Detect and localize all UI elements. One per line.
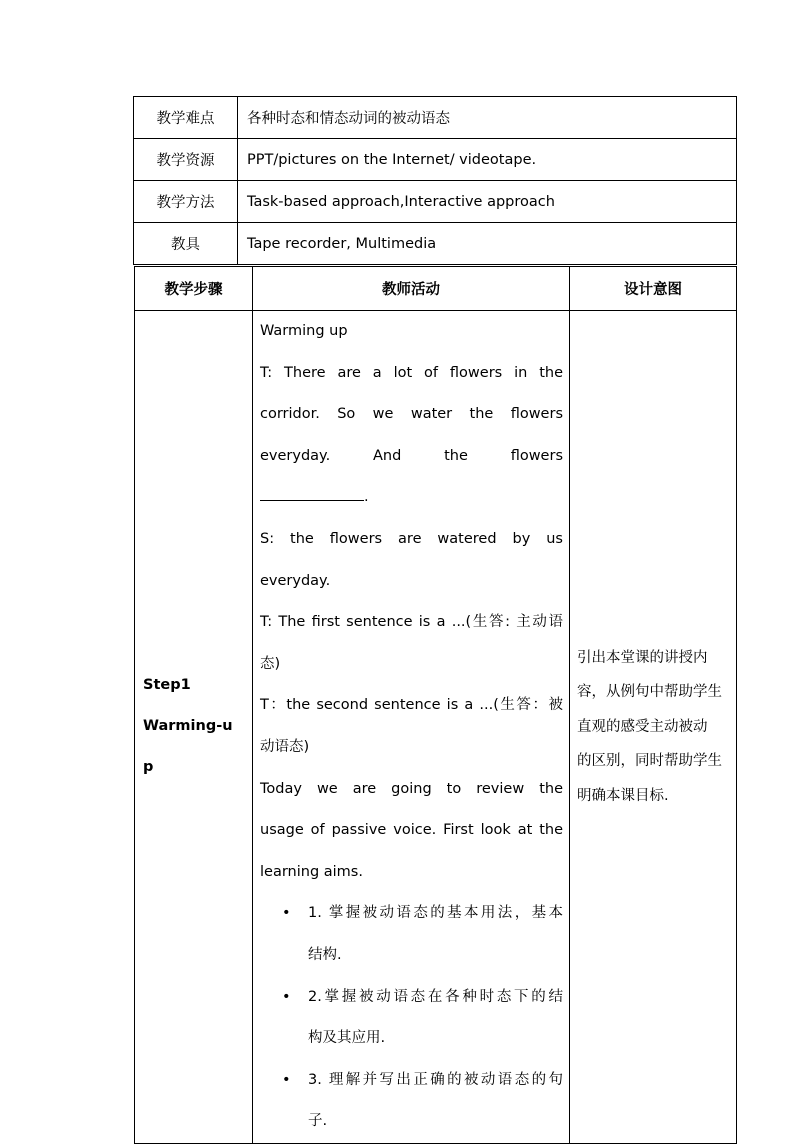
aim-line: 3. 理解并写出正确的被动语态的句 (308, 1071, 563, 1088)
aim-line: 子. (308, 1113, 328, 1130)
table-header-row (135, 267, 737, 311)
bullet-icon: • (282, 1071, 291, 1088)
activity-line: Today we are going to review the (260, 780, 563, 797)
header-intent: 设计意图 (570, 267, 737, 311)
info-value: PPT/pictures on the Internet/ videotape. (238, 139, 737, 181)
learning-aims-list (260, 893, 563, 1143)
header-step: 教学步骤 (135, 267, 253, 311)
step-title (135, 311, 253, 1144)
activity-line: usage of passive voice. First look at the (260, 822, 563, 839)
intent-line: 容，从例句中帮助学生 (577, 684, 722, 701)
activity-line: T: The first sentence is a ...(生答: 主动语 (260, 614, 563, 631)
lesson-info-table (133, 96, 737, 265)
activity-line: T：the second sentence is a ...(生答：被 (260, 697, 563, 714)
info-value: Tape recorder, Multimedia (238, 223, 737, 265)
intent-line: 直观的感受主动被动 (577, 718, 708, 735)
table-row (134, 139, 737, 181)
list-item (260, 1060, 563, 1143)
activity-line: corridor. So we water the flowers (260, 406, 563, 423)
aim-line: 构及其应用. (308, 1030, 386, 1047)
info-label: 教学资源 (134, 139, 238, 181)
table-row (134, 97, 737, 139)
header-activity: 教师活动 (253, 267, 570, 311)
teaching-steps-table (134, 266, 737, 1144)
fill-blank-line (260, 477, 563, 519)
intent-line: 引出本堂课的讲授内 (577, 649, 708, 666)
table-row (135, 311, 737, 1144)
list-item (260, 977, 563, 1060)
activity-line: everyday. (260, 572, 331, 589)
info-label: 教学方法 (134, 181, 238, 223)
intent-line: 明确本课目标. (577, 787, 669, 804)
design-intent (570, 311, 737, 1144)
table-row (134, 223, 737, 265)
info-value: Task-based approach,Interactive approach (238, 181, 737, 223)
step-title-line: Warming-u (143, 718, 233, 735)
activity-line: T: There are a lot of flowers in the (260, 364, 563, 381)
activity-heading: Warming up (260, 323, 348, 339)
info-value: 各种时态和情态动词的被动语态 (238, 97, 737, 139)
answer-blank (260, 484, 364, 501)
activity-line: everyday. And the flowers (260, 447, 563, 464)
intent-line: 的区别，同时帮助学生 (577, 753, 722, 770)
list-item (260, 893, 563, 976)
blank-period: . (364, 489, 369, 506)
step-title-line: p (143, 759, 154, 776)
aim-line: 1. 掌握被动语态的基本用法，基本 (308, 905, 563, 922)
aim-line: 结构. (308, 946, 342, 963)
aim-line: 2.掌握被动语态在各种时态下的结 (308, 988, 563, 1005)
table-row (134, 181, 737, 223)
info-label: 教学难点 (134, 97, 238, 139)
activity-line: 态) (260, 655, 281, 672)
teacher-activity (253, 311, 570, 1144)
activity-line: S: the flowers are watered by us (260, 530, 563, 547)
activity-line: learning aims. (260, 863, 363, 880)
bullet-icon: • (282, 988, 291, 1005)
info-label: 教具 (134, 223, 238, 265)
activity-line: 动语态) (260, 738, 310, 755)
bullet-icon: • (282, 905, 291, 922)
step-title-line: Step1 (143, 677, 191, 694)
